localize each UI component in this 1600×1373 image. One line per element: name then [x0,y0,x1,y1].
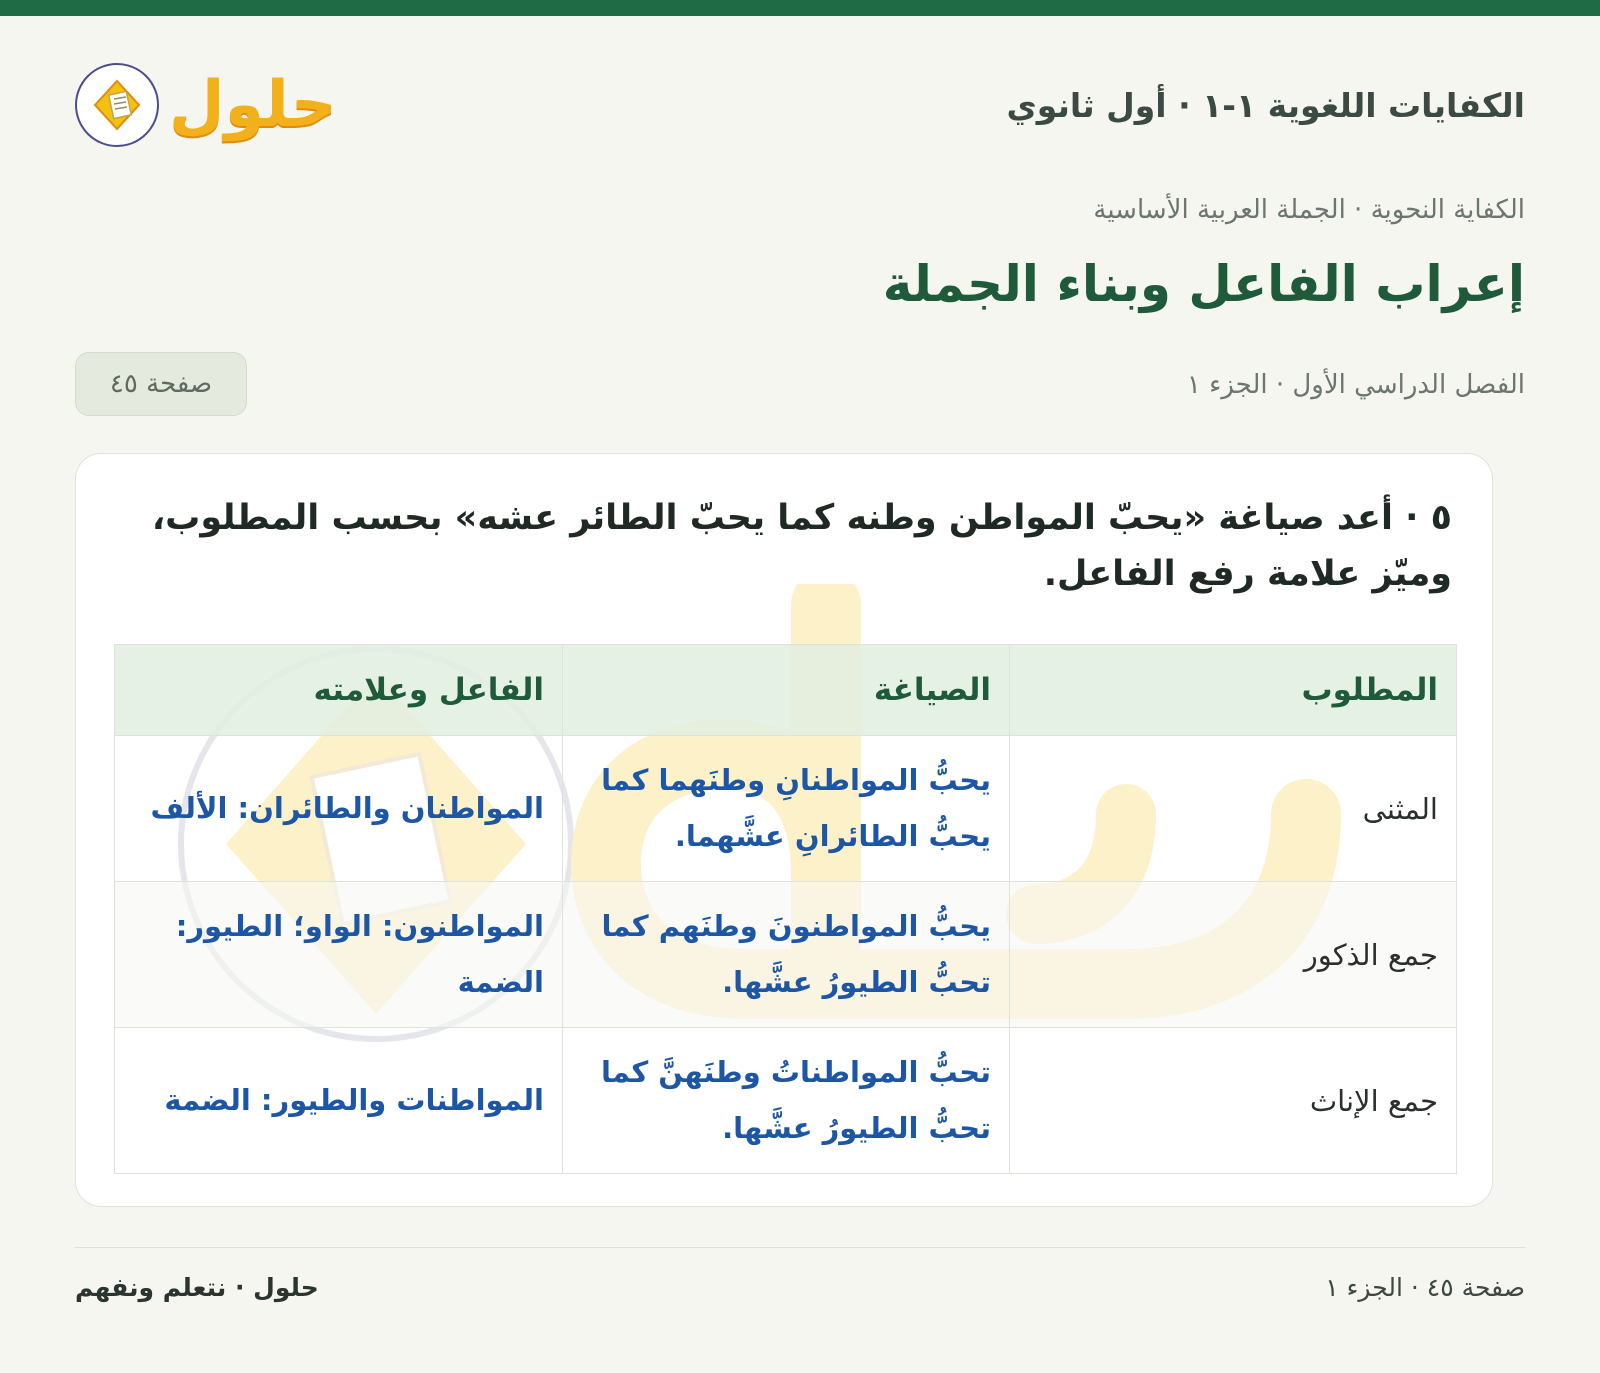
required-cell: المثنى [1010,736,1457,882]
column-header-rephrase: الصياغة [563,645,1010,736]
footer-page-info: صفحة ٤٥ · الجزء ١ [1325,1273,1525,1302]
term-info: الفصل الدراسي الأول · الجزء ١ [1186,370,1525,400]
answers-table [114,644,1457,1174]
top-accent-bar [0,0,1600,16]
logo-wordmark: حلول [169,68,337,142]
rephrase-cell: يحبُّ المواطنونَ وطنَهم كما تحبُّ الطيورُ عشَّها. [563,882,1010,1028]
page-header [75,50,1525,160]
table-row [115,1028,1457,1174]
book-title: الكفايات اللغوية ١-١ · أول ثانوي [1006,85,1525,125]
hulul-logo[interactable] [75,63,337,147]
footer-tagline: حلول · نتعلم ونفهم [75,1273,319,1302]
subject-cell: المواطنات والطيور: الضمة [115,1028,563,1174]
required-cell: جمع الإناث [1010,1028,1457,1174]
exercise-card [75,453,1493,1207]
column-header-subject: الفاعل وعلامته [115,645,563,736]
breadcrumb: الكفاية النحوية · الجملة العربية الأساسية [1093,195,1525,225]
table-header-row [115,645,1457,736]
subject-cell: المواطنان والطائران: الألف [115,736,563,882]
table-row [115,736,1457,882]
column-header-required: المطلوب [1010,645,1457,736]
footer-divider [75,1247,1525,1248]
rephrase-cell: تحبُّ المواطناتُ وطنَهنَّ كما تحبُّ الطيورُ عشَّها. [563,1028,1010,1174]
book-icon [75,63,159,147]
rephrase-cell: يحبُّ المواطنانِ وطنَهما كما يحبُّ الطائرانِ عشَّهما. [563,736,1010,882]
question-text: ٥ · أعد صياغة «يحبّ المواطن وطنه كما يحبّ الطائر عشه» بحسب المطلوب، وميّز علامة رفع الفاعل. [151,498,1452,594]
page-title: إعراب الفاعل وبناء الجملة [882,255,1525,313]
subject-cell: المواطنون: الواو؛ الطيور: الضمة [115,882,563,1028]
page-number-badge: صفحة ٤٥ [75,352,247,416]
required-cell: جمع الذكور [1010,882,1457,1028]
table-row [115,882,1457,1028]
